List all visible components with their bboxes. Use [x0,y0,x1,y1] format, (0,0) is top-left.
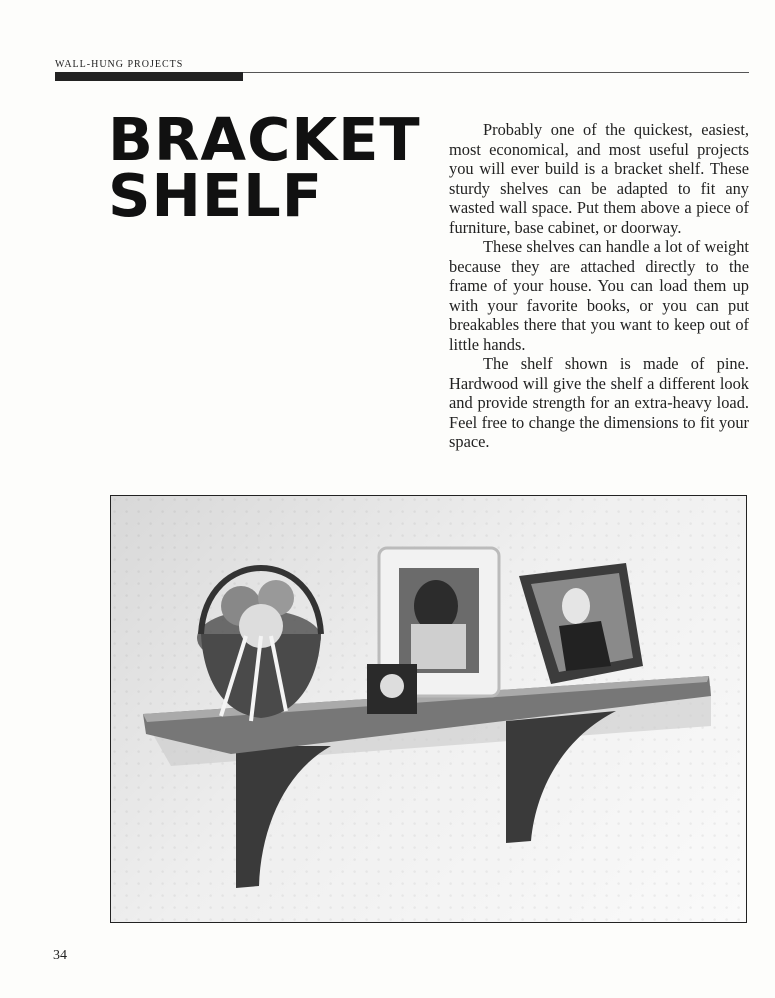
page-number: 34 [53,948,67,963]
title-line-2: SHELF [108,161,324,230]
running-head: WALL-HUNG PROJECTS [55,59,184,70]
page-title [108,105,438,230]
shelf-photo [110,495,747,923]
title-line-1: BRACKET [108,105,421,174]
header-rule-bar [55,72,243,81]
paragraph-3: The shelf shown is made of pine. Hardwood will give the shelf a different look and provide strength for an extra-heavy load. Feel free to change the dimensions to fit your space. [449,354,749,451]
body-text [449,120,749,452]
left-bracket [236,746,331,888]
paragraph-2: These shelves can handle a lot of weight because they are attached directly to the frame of your house. You can load them up with your favorite books, or you can put breakables there that you want to keep out of little hands. [449,237,749,354]
shelf-photo-illustration [111,496,747,923]
paragraph-1: Probably one of the quickest, easiest, most economical, and most useful projects you will ever build is a bracket shelf. These sturdy shelves can be adapted to fit any wasted wall space. Put them above a piece of furniture, base cabinet, or doorway. [449,120,749,237]
